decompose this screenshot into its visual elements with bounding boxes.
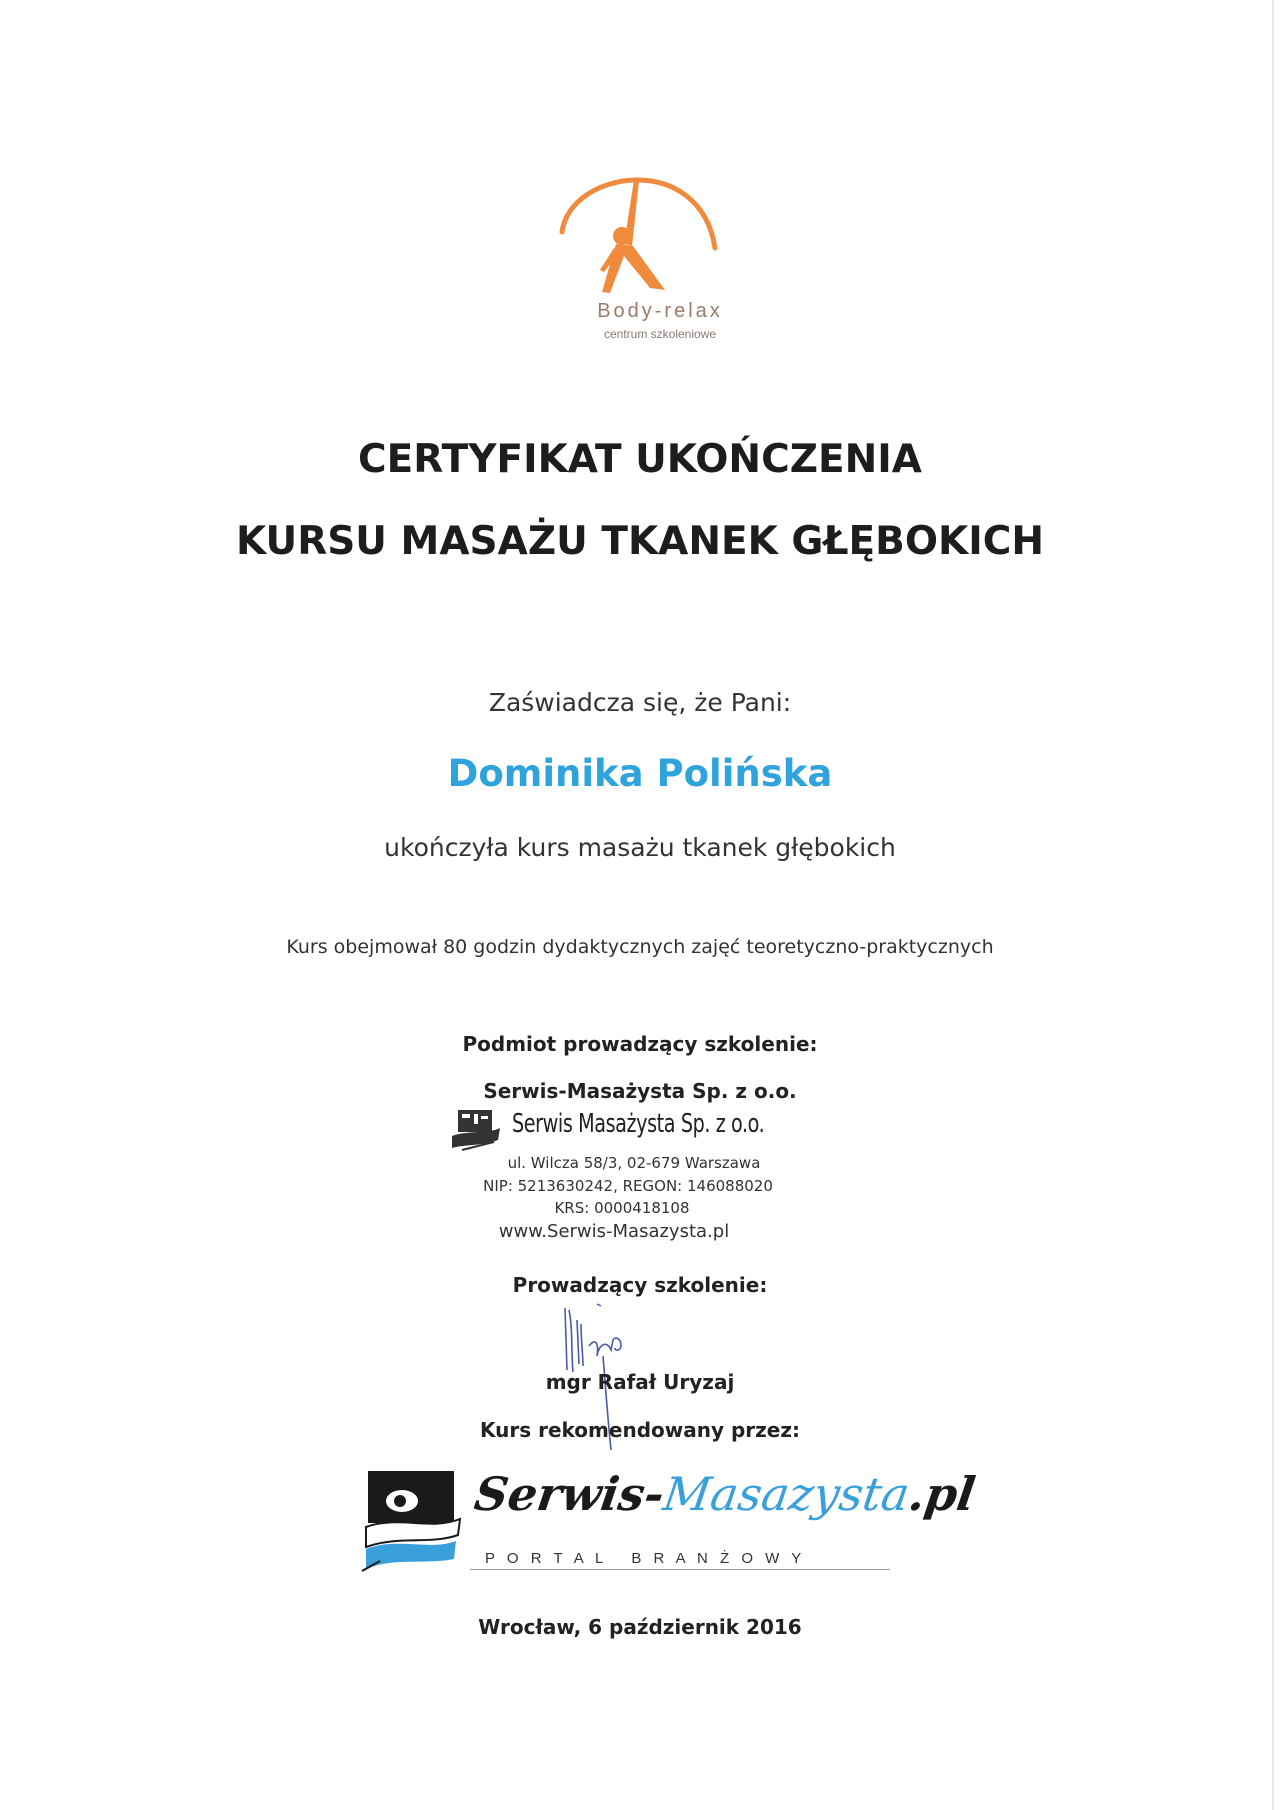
stamp-logo-icon (448, 1106, 508, 1156)
logo-name: Body-relax (597, 300, 723, 322)
stamp-title: Serwis Masażysta Sp. z o.o. (512, 1109, 765, 1139)
completed-text: ukończyła kurs masażu tkanek głębokich (384, 833, 896, 862)
lecturer-name: mgr Rafał Uryzaj (545, 1370, 735, 1394)
provider-company: Serwis-Masażysta Sp. z o.o. (483, 1079, 797, 1103)
lecturer-label: Prowadzący szkolenie: (512, 1273, 768, 1297)
portal-name-part3: .pl (905, 1467, 979, 1521)
certificate-title-line2: KURSU MASAŻU TKANEK GŁĘBOKICH (235, 519, 1044, 564)
portal-name-part2: Masazysta (660, 1467, 913, 1521)
portal-name-part1: Serwis- (471, 1467, 668, 1521)
yoga-pose-icon (540, 160, 740, 300)
stamp-website: www.Serwis-Masazysta.pl (498, 1221, 730, 1242)
stamp-nip-regon: NIP: 5213630242, REGON: 146088020 (483, 1177, 773, 1195)
stamp-krs: KRS: 0000418108 (554, 1199, 690, 1217)
attestation-text: Zaświadcza się, że Pani: (488, 688, 792, 717)
stamp-address: ul. Wilcza 58/3, 02-679 Warszawa (507, 1154, 761, 1172)
body-relax-logo (540, 160, 740, 350)
certificate-title-line1: CERTYFIKAT UKOŃCZENIA (358, 437, 922, 482)
recommended-label: Kurs rekomendowany przez: (480, 1418, 800, 1442)
recipient-name: Dominika Polińska (447, 752, 833, 795)
portal-logo (360, 1465, 979, 1575)
page-edge (1272, 0, 1274, 1810)
logo-subtitle: centrum szkoleniowe (603, 327, 717, 341)
provider-label: Podmiot prowadzący szkolenie: (462, 1032, 818, 1056)
company-stamp (448, 1102, 808, 1247)
hours-text: Kurs obejmował 80 godzin dydaktycznych zajęć teoretyczno-praktycznych (286, 936, 994, 958)
portal-name (471, 1467, 978, 1521)
portal-subtitle-text: P O R T A L B R A N Ż O W Y (485, 1550, 806, 1567)
portal-logo-icon (360, 1465, 470, 1575)
portal-subtitle (485, 1550, 885, 1567)
place-date: Wrocław, 6 październik 2016 (478, 1615, 802, 1639)
portal-underline (470, 1569, 890, 1570)
